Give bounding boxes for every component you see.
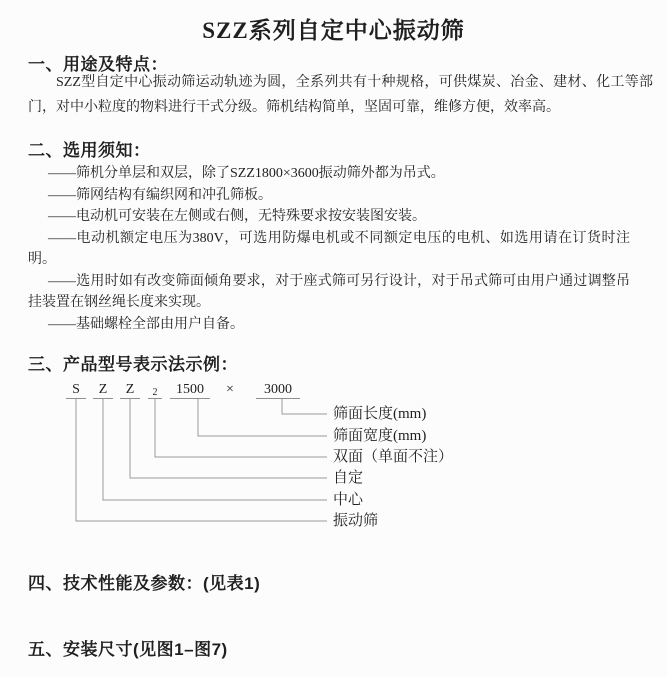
model-segment-z2: Z [120,382,140,399]
notice-item: ——电动机额定电压为380V，可选用防爆电机或不同额定电压的电机、如选用请在订货时注明。 [28,230,630,267]
model-label-self: 自定 [333,470,364,486]
notice-item: ——筛网结构有编织网和冲孔筛板。 [48,187,272,203]
section-1-heading: 一、用途及特点： [28,55,168,74]
section-1-paragraph: SZZ型自定中心振动筛运动轨迹为圆，全系列共有十种规格，可供煤炭、冶金、建材、化工等部门，对中小粒度的物料进行干式分级。筛机结构简单，坚固可靠，维修方便，效率高。 [28,75,653,115]
notice-item: ——筛机分单层和双层，除了SZZ1800×3600振动筛外都为吊式。 [48,166,445,181]
model-segment-z1: Z [93,382,113,399]
section-3-heading: 三、产品型号表示法示例： [28,355,238,374]
model-label-vibrating-screen: 振动筛 [333,513,379,529]
section-5-heading: 五、安装尺寸(见图1–图7) [28,640,228,659]
model-segment-length: 3000 [256,382,300,399]
notice-list [28,163,630,335]
section-2-heading: 二、选用须知： [28,141,151,160]
model-segment-s: S [66,382,86,399]
model-segment-width: 1500 [170,382,210,399]
model-designation-diagram [0,380,667,545]
notice-item: ——选用时如有改变筛面倾角要求，对于座式筛可另行设计，对于吊式筛可由用户通过调整吊挂装置在钢丝绳长度来实现。 [28,273,630,310]
multiply-sign: × [226,382,234,397]
notice-item: ——电动机可安装在左侧或右侧，无特殊要求按安装图安装。 [48,209,426,224]
notice-item: ——基础螺栓全部由用户自备。 [48,316,244,332]
model-label-double-deck: 双面（单面不注） [333,449,454,465]
model-label-center: 中心 [333,492,364,508]
section-4-heading: 四、技术性能及参数：(见表1) [28,574,261,593]
model-label-screen-width: 筛面宽度(mm) [333,428,427,444]
model-label-screen-length: 筛面长度(mm) [333,406,427,422]
model-segment-layers: 2 [148,388,162,399]
document-title: SZZ系列自定中心振动筛 [202,18,465,43]
